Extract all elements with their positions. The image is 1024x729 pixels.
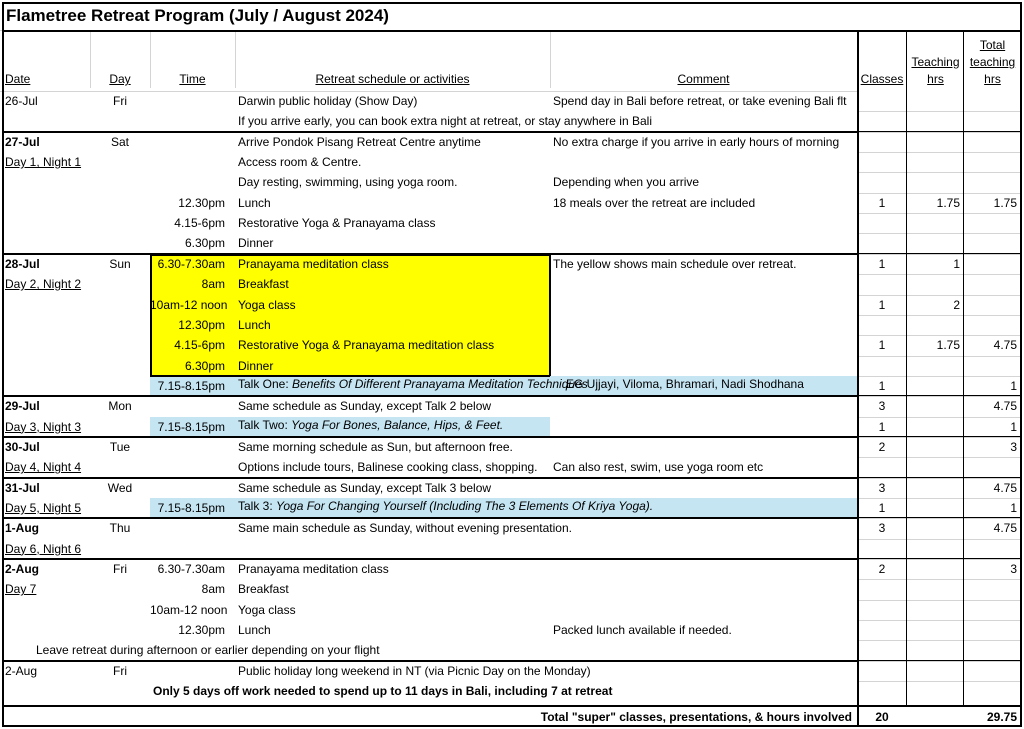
row-activity (238, 623, 271, 637)
row-comment: EG Ujjayi, Viloma, Bhramari, Nadi Shodhana (566, 376, 804, 391)
grid-line (857, 661, 1021, 662)
activity-italic-text: Benefits Of Different Pranayama Meditation Techniques (292, 376, 588, 391)
grid-line (857, 254, 1021, 255)
border-line (857, 395, 1021, 396)
grid-line (857, 640, 1021, 641)
border-line (2, 30, 1022, 32)
row-classes: 1 (878, 195, 886, 210)
grid-line (857, 539, 1021, 540)
row-classes: 2 (878, 439, 886, 454)
grid-line (90, 30, 91, 88)
row-activity (238, 377, 588, 391)
row-comment: No extra charge if you arrive in early hours of morning (553, 134, 840, 149)
grid-line (857, 295, 1021, 296)
grid-line (857, 335, 1021, 336)
row-date: Day 1, Night 1 (5, 155, 82, 170)
border-line (549, 254, 551, 376)
row-teaching: 1.75 (936, 195, 960, 210)
row-time: 8am (201, 582, 225, 597)
row-activity (238, 481, 491, 495)
row-time: 10am-12 noon (150, 602, 228, 617)
row-activity (238, 196, 271, 210)
row-day: Sun (109, 256, 131, 271)
row-day: Thu (109, 521, 131, 536)
activity-text: Public holiday long weekend in NT (via Picnic Day on the Monday) (238, 663, 591, 678)
row-classes: 1 (878, 338, 886, 353)
grid-line (857, 417, 1021, 418)
header-total-2: teaching (969, 55, 1016, 69)
activity-text: Restorative Yoga & Pranayama class (238, 216, 436, 231)
row-date: Day 5, Night 5 (5, 501, 82, 515)
row-activity (238, 664, 591, 678)
border-line (857, 253, 1021, 254)
row-day: Fri (113, 562, 127, 577)
row-activity (238, 603, 296, 617)
row-time: 4.15-6pm (174, 338, 225, 353)
grid-line (857, 274, 1021, 275)
header-day: Day (109, 72, 131, 86)
grid-line (857, 152, 1021, 153)
row-activity (238, 399, 491, 413)
sheet-title: Flametree Retreat Program (July / August 2024) (6, 6, 389, 25)
row-total: 3 (1010, 439, 1017, 454)
grid-line (857, 681, 1021, 682)
total-label: Total "super" classes, presentations, & hours involved (540, 710, 852, 724)
row-time: 4.15-6pm (174, 216, 225, 231)
row-activity (238, 562, 389, 576)
header-total-3: hrs (984, 72, 1001, 86)
border-line (857, 660, 1021, 661)
grid-line (857, 600, 1021, 601)
row-classes: 2 (878, 562, 886, 577)
row-classes: 3 (878, 521, 886, 536)
row-activity (238, 521, 572, 535)
border-line (2, 725, 1022, 727)
header-date: Date (5, 72, 31, 86)
row-time: 8am (201, 277, 225, 292)
row-time: 6.30-7.30am (157, 562, 225, 577)
activity-text: Talk 3: (238, 499, 277, 513)
border-line (2, 131, 857, 133)
grid-line (857, 315, 1021, 316)
row-time: 12.30pm (178, 623, 225, 638)
row-activity (238, 338, 494, 352)
row-teaching: 2 (953, 297, 960, 312)
grid-line (150, 30, 151, 88)
row-activity (238, 277, 289, 291)
row-date: Day 2, Night 2 (5, 277, 82, 292)
grid-line (857, 233, 1021, 234)
row-total: 3 (1010, 562, 1017, 577)
activity-text: Dinner (238, 358, 274, 373)
row-date: 2-Aug (5, 562, 39, 577)
row-time: 7.15-8.15pm (157, 419, 225, 434)
border-line (857, 131, 1021, 132)
row-classes: 1 (878, 378, 886, 393)
activity-text: Lunch (238, 623, 271, 638)
row-time: 7.15-8.15pm (157, 501, 225, 515)
border-line (2, 395, 857, 397)
border-line (1020, 2, 1022, 727)
activity-text: Talk Two: (238, 417, 292, 432)
row-comment: Depending when you arrive (553, 175, 700, 190)
row-time: 6.30pm (184, 236, 225, 251)
border-line (2, 477, 857, 479)
activity-text: Day resting, swimming, using yoga room. (238, 175, 458, 190)
row-day: Mon (108, 399, 132, 414)
border-line (2, 705, 1022, 707)
row-activity-bold: Only 5 days off work needed to spend up to 11 days in Bali, including 7 at retreat (153, 684, 613, 699)
row-time: 12.30pm (178, 317, 225, 332)
activity-text: Breakfast (238, 582, 289, 597)
row-activity (238, 298, 296, 312)
row-total: 4.75 (993, 399, 1017, 414)
row-comment: Can also rest, swim, use yoga room etc (553, 460, 764, 475)
activity-text: Pranayama meditation class (238, 256, 389, 271)
activity-text: Same schedule as Sunday, except Talk 3 below (238, 480, 492, 495)
grid-line (857, 376, 1021, 377)
row-day: Fri (113, 94, 127, 108)
row-day: Sat (110, 134, 129, 149)
row-activity (238, 257, 389, 271)
row-total: 4.75 (993, 480, 1017, 495)
grid-line (550, 30, 551, 88)
row-activity (238, 418, 503, 432)
header-comment: Comment (677, 72, 730, 86)
grid-line (857, 111, 1021, 112)
border-line (2, 2, 4, 727)
row-total: 1.75 (993, 195, 1017, 210)
row-classes: 1 (878, 419, 886, 434)
row-date: 30-Jul (5, 439, 40, 454)
row-total: 4.75 (993, 521, 1017, 536)
activity-text: Yoga class (238, 602, 296, 617)
row-activity (238, 440, 513, 454)
row-date: Day 6, Night 6 (5, 541, 82, 556)
grid-line (857, 172, 1021, 173)
activity-italic-text: Yoga For Bones, Balance, Hips, & Feet. (291, 417, 504, 432)
grid-line (857, 356, 1021, 357)
row-activity (238, 216, 435, 230)
row-day: Fri (113, 663, 127, 678)
row-classes: 1 (878, 256, 886, 271)
row-total: 1 (1010, 419, 1017, 434)
total-classes: 20 (875, 710, 889, 724)
row-comment: The yellow shows main schedule over retreat. (553, 256, 797, 271)
activity-text: Options include tours, Balinese cooking class, shopping. (238, 460, 538, 475)
grid-line (235, 30, 236, 88)
header-schedule: Retreat schedule or activities (315, 72, 470, 86)
grid-line (0, 91, 857, 92)
header-teaching-2: hrs (927, 72, 944, 86)
total-hours: 29.75 (986, 710, 1017, 724)
header-time: Time (179, 72, 206, 86)
row-activity (238, 318, 271, 332)
row-activity (238, 175, 457, 189)
grid-line (857, 620, 1021, 621)
grid-line (857, 132, 1021, 133)
grid-line (857, 498, 1021, 499)
row-comment: Packed lunch available if needed. (553, 623, 732, 638)
activity-text: Talk One: (238, 376, 293, 391)
border-line (2, 660, 857, 662)
grid-line (857, 193, 1021, 194)
border-line (857, 558, 1021, 559)
row-classes: 3 (878, 480, 886, 495)
activity-text: Yoga class (238, 297, 296, 312)
row-total: 4.75 (993, 338, 1017, 353)
row-time: 6.30pm (184, 358, 225, 373)
grid-line (857, 559, 1021, 560)
activity-text: Same schedule as Sunday, except Talk 2 below (238, 399, 492, 414)
activity-text: If you arrive early, you can book extra night at retreat, or stay anywhere in Bali (238, 114, 652, 129)
grid-line (857, 213, 1021, 214)
row-date: 27-Jul (5, 134, 40, 149)
header-total-1: Total (979, 38, 1006, 52)
row-teaching: 1 (953, 256, 960, 271)
border-line (2, 517, 857, 519)
grid-line (857, 396, 1021, 397)
row-date: Day 3, Night 3 (5, 419, 82, 434)
border-line (150, 254, 550, 256)
grid-line (857, 478, 1021, 479)
row-comment: Spend day in Bali before retreat, or take evening Bali flt (553, 94, 847, 108)
activity-text: Pranayama meditation class (238, 562, 389, 577)
grid-line (857, 579, 1021, 580)
row-note: Leave retreat during afternoon or earlier depending on your flight (36, 643, 380, 658)
activity-text: Breakfast (238, 277, 289, 292)
activity-text: Access room & Centre. (238, 155, 362, 170)
activity-text: Lunch (238, 317, 271, 332)
row-activity (238, 135, 481, 149)
row-time: 10am-12 noon (150, 297, 228, 312)
row-date: Day 4, Night 4 (5, 460, 82, 475)
row-activity (238, 236, 273, 250)
row-date: 26-Jul (5, 94, 38, 108)
grid-line (857, 437, 1021, 438)
row-activity (238, 460, 538, 474)
row-date: 28-Jul (5, 256, 40, 271)
row-classes: 1 (878, 297, 886, 312)
activity-text: Lunch (238, 195, 271, 210)
row-activity (238, 94, 417, 108)
row-total: 1 (1010, 378, 1017, 393)
border-line (2, 558, 857, 560)
row-date: 2-Aug (5, 663, 38, 678)
row-classes: 1 (878, 501, 886, 515)
row-date: 29-Jul (5, 399, 40, 414)
row-time: 7.15-8.15pm (157, 378, 225, 393)
row-comment: 18 meals over the retreat are included (553, 195, 756, 210)
activity-text: Same main schedule as Sunday, without evening presentation. (238, 521, 572, 536)
row-date: Day 7 (5, 582, 37, 597)
grid-line (857, 457, 1021, 458)
row-day: Tue (109, 439, 131, 454)
border-line (857, 477, 1021, 478)
row-classes: 3 (878, 399, 886, 414)
activity-text: Dinner (238, 236, 274, 251)
activity-text: Arrive Pondok Pisang Retreat Centre anytime (238, 134, 481, 149)
row-time: 6.30-7.30am (157, 256, 225, 271)
border-line (857, 517, 1021, 518)
grid-line (857, 518, 1021, 519)
row-activity (238, 582, 289, 596)
row-date: 31-Jul (5, 480, 40, 495)
border-line (857, 436, 1021, 437)
activity-text: Restorative Yoga & Pranayama meditation class (238, 338, 495, 353)
header-classes: Classes (860, 72, 904, 86)
activity-text: Same morning schedule as Sun, but afternoon free. (238, 439, 513, 454)
row-day: Wed (107, 480, 133, 495)
border-line (2, 2, 1022, 4)
row-total: 1 (1010, 501, 1017, 515)
border-line (2, 436, 857, 438)
row-time: 12.30pm (178, 195, 225, 210)
row-activity (238, 499, 653, 513)
activity-italic-text: Yoga For Changing Yourself (Including The 3 Elements Of Kriya Yoga). (276, 499, 654, 513)
row-date: 1-Aug (5, 521, 39, 536)
row-teaching: 1.75 (936, 338, 960, 353)
row-activity (238, 114, 652, 128)
activity-text: Darwin public holiday (Show Day) (238, 94, 418, 108)
header-teaching-1: Teaching (911, 55, 960, 69)
row-activity (238, 155, 361, 169)
row-activity (238, 359, 273, 373)
